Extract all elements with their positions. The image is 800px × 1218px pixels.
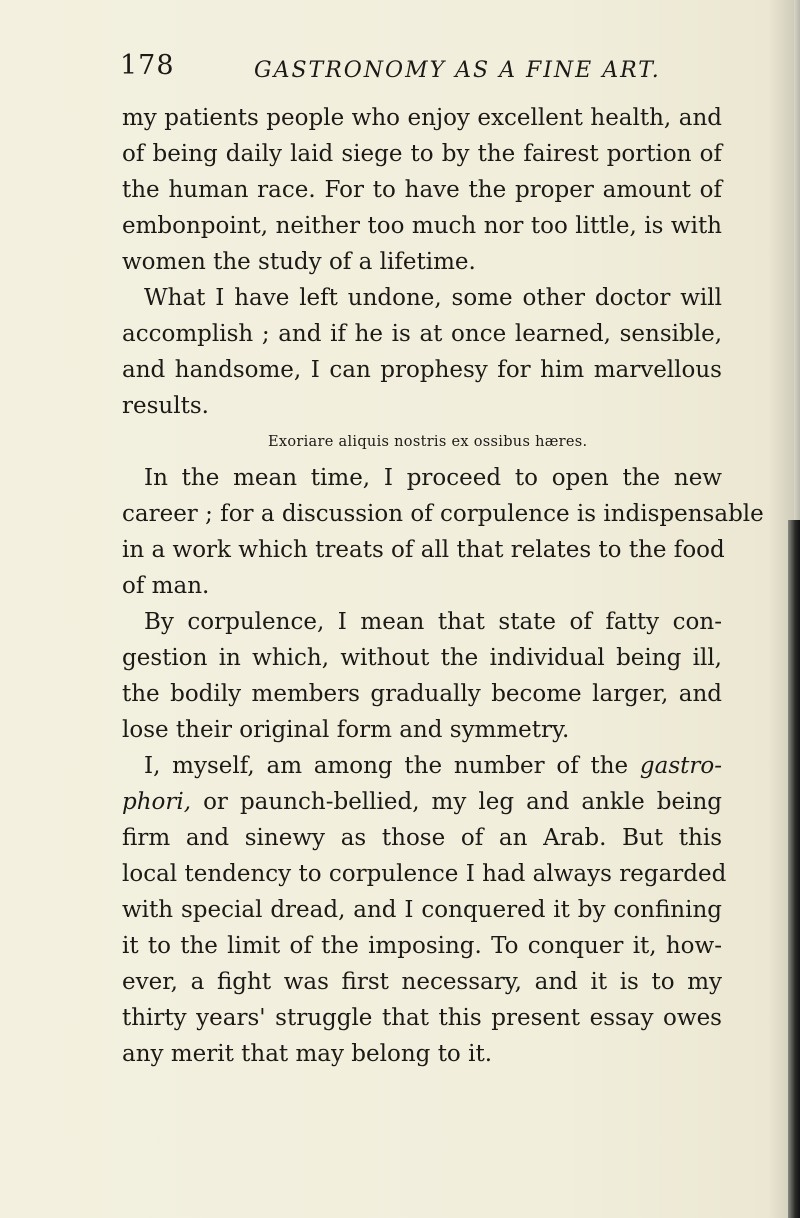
text-line: accomplish ; and if he is at once learned, sensible, — [122, 321, 722, 347]
text-line: women the study of a lifetime. — [122, 249, 476, 275]
text-line: career ; for a discussion of corpulence is indispensable — [122, 501, 764, 527]
text-line: and handsome, I can prophesy for him marvellous — [122, 357, 722, 383]
text-segment: I, myself, am among the number of the — [144, 753, 629, 779]
text-line: local tendency to corpulence I had always regarded — [122, 861, 727, 887]
text-line: any merit that may belong to it. — [122, 1041, 492, 1067]
text-line: In the mean time, I proceed to open the new — [144, 465, 722, 491]
latin-quotation: Exoriare aliquis nostris ex ossibus hæres. — [268, 434, 588, 450]
text-line: ever, a fight was first necessary, and it is to my — [122, 969, 722, 995]
text-line: the bodily members gradually become larger, and — [122, 681, 722, 707]
page-number: 178 — [120, 50, 175, 81]
text-line: it to the limit of the imposing. To conquer it, how- — [122, 933, 722, 959]
text-line: my patients people who enjoy excellent health, and — [122, 105, 722, 131]
text-segment: or paunch-bellied, my leg and ankle being — [203, 789, 723, 815]
text-line: in a work which treats of all that relates to the food — [122, 537, 725, 563]
text-line: lose their original form and symmetry. — [122, 717, 570, 743]
text-line: of being daily laid siege to by the fairest portion of — [122, 141, 722, 167]
text-line: By corpulence, I mean that state of fatty con- — [144, 609, 722, 635]
text-line: the human race. For to have the proper amount of — [122, 177, 722, 203]
page-header — [120, 44, 720, 94]
text-line: thirty years' struggle that this present essay owes — [122, 1005, 722, 1031]
scanner-edge — [788, 520, 800, 1218]
page-edge-shadow — [794, 0, 800, 520]
italic-word: gastro- — [639, 753, 723, 779]
italic-word: phori, — [122, 789, 192, 815]
text-line — [122, 748, 722, 784]
text-line — [122, 784, 722, 820]
text-line: gestion in which, without the individual being ill, — [122, 645, 722, 671]
text-line: embonpoint, neither too much nor too little, is with — [122, 213, 722, 239]
text-line: results. — [122, 393, 209, 419]
body-text — [122, 100, 764, 1072]
text-line: What I have left undone, some other doctor will — [144, 285, 722, 311]
text-line: firm and sinewy as those of an Arab. But this — [122, 825, 722, 851]
text-line: of man. — [122, 573, 210, 599]
running-title: GASTRONOMY AS A FINE ART. — [254, 58, 661, 83]
text-line: with special dread, and I conquered it by confining — [122, 897, 722, 923]
